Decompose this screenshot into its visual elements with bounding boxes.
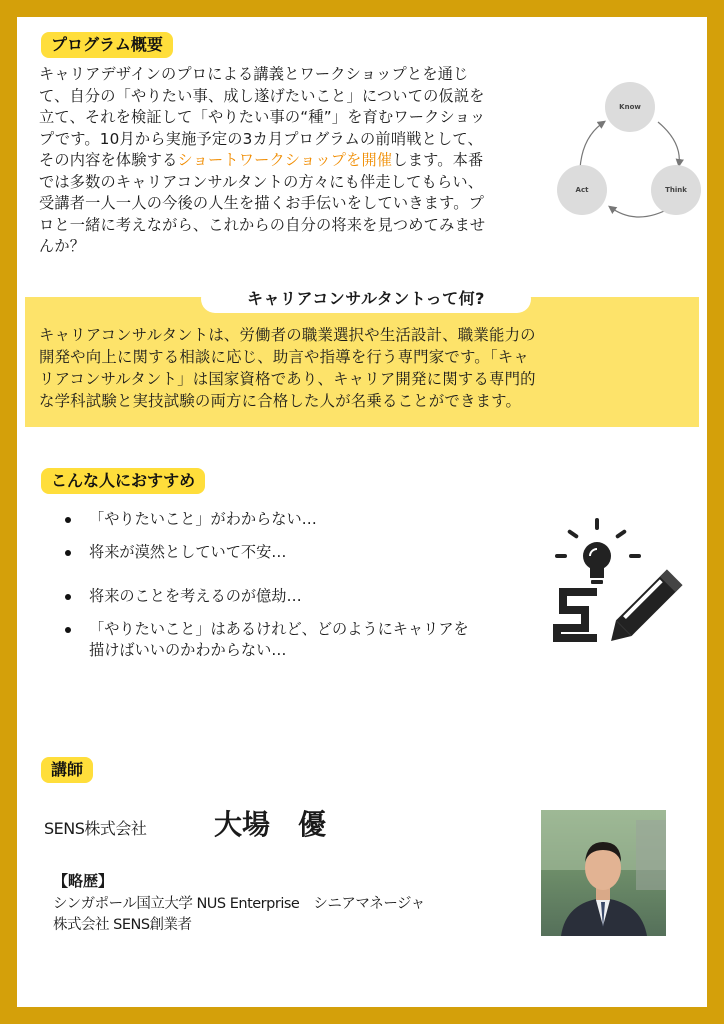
program-badge: プログラム概要 (41, 32, 173, 58)
person-portrait (541, 810, 666, 936)
instructor-company: SENS株式会社 (44, 819, 147, 838)
path-line (557, 592, 597, 638)
consultant-line: キャリアコンサルタントは、労働者の職業選択や生活設計、職業能力の (39, 326, 536, 344)
consultant-line: リアコンサルタント」は国家資格であり、キャリア開発に関する専門的 (39, 370, 536, 388)
cycle-know: Know (605, 82, 655, 132)
consultant-line: 開発や向上に関する相談に応じ、助言や指導を行う専門家です。「キャ (39, 348, 529, 366)
recommend-badge: こんな人におすすめ (41, 468, 205, 494)
list-item: 将来のことを考えるのが億劫… (65, 586, 565, 607)
history-label: 【略歴】 (53, 872, 114, 890)
cycle-act: Act (557, 165, 607, 215)
list-item: 将来が漠然としていて不安… (65, 542, 565, 563)
instructor-name: 大場 優 (214, 808, 327, 841)
lightbulb-icon (555, 518, 641, 584)
program-highlight: ショートワークショップを開催 (177, 151, 393, 169)
program-line: キャリアデザインのプロによる講義とワークショップとを通じ (39, 65, 469, 83)
program-line: ロと一緒に考えながら、これからの自分の将来を見つめてみませ (39, 215, 486, 234)
cycle-think: Think (651, 165, 701, 215)
program-line: んか？ (39, 237, 86, 255)
program-description (39, 64, 559, 258)
list-item: 「やりたいこと」はあるけれど、どのようにキャリアを 描けばいいのかわからない… (65, 619, 565, 661)
program-line: て、自分の「やりたい事、成し遂げたいこと」についての仮説を (39, 86, 485, 105)
consultant-title: キャリアコンサルタントって何? (201, 285, 531, 313)
idea-pencil-icon (545, 512, 695, 647)
consultant-description (39, 324, 689, 412)
list-item: 「やりたいこと」がわからない… (65, 509, 565, 530)
history-line: 株式会社 SENS創業者 (53, 917, 192, 933)
flyer-page (17, 17, 707, 1007)
consultant-line: な学科試験と実技試験の両方に合格した人が名乗ることができます。 (39, 392, 522, 410)
recommend-list (65, 509, 565, 661)
pencil-icon (603, 570, 682, 647)
instructor-badge: 講師 (41, 757, 93, 783)
program-line: プです。10月から実施予定の3カ月プログラムの前哨戦として、 (39, 129, 483, 148)
program-line: 受講者一人一人の今後の人生を描くお手伝いをしていきます。プ (39, 194, 485, 212)
program-line: 立て、それを検証して「やりたい事の“種”」を育むワークショッ (39, 108, 486, 126)
program-line: では多数のキャリアコンサルタントの方々にも伴走してもらい、 (39, 172, 484, 191)
history-line: シンガポール国立大学 NUS Enterprise シニアマネージャ (53, 896, 425, 912)
program-line: その内容を体験するショートワークショップを開催します。本番 (39, 151, 484, 169)
instructor-photo (541, 810, 666, 936)
